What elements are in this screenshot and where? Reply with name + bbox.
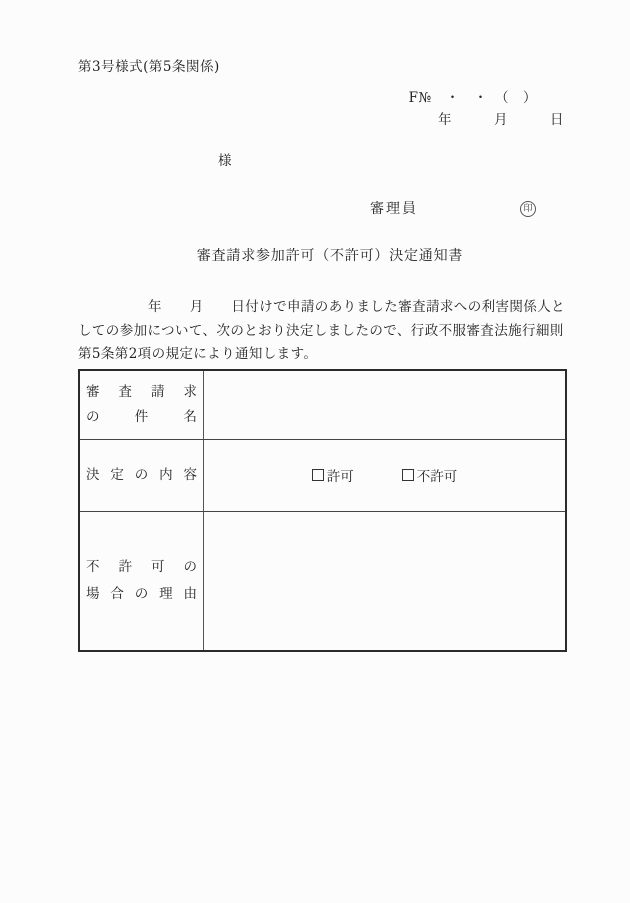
case-name-label-line-1: 審 査 請 求 — [86, 383, 197, 400]
document-title: 審査請求参加許可（不許可）決定通知書 — [196, 248, 464, 264]
deny-checkbox[interactable] — [402, 469, 414, 481]
case-name-label-cell — [80, 371, 204, 439]
issuer-line — [78, 200, 567, 218]
denial-reason-value-cell — [204, 512, 565, 650]
file-number-line: F№ ・ ・ （ ） — [408, 90, 537, 106]
denial-reason-label-cell — [80, 512, 204, 650]
issuer-title: 審理員 — [370, 201, 418, 217]
addressee-line: 様 — [218, 153, 232, 169]
decision-label-cell — [80, 440, 204, 511]
case-name-label-line-2: の 件 名 — [86, 408, 197, 425]
permit-checkbox[interactable] — [312, 469, 324, 481]
case-name-value-cell — [204, 371, 565, 439]
form-number: 第3号様式(第5条関係) — [78, 59, 220, 75]
reference-block — [78, 87, 567, 131]
body-line-2: しての参加について、次のとおり決定しましたので、行政不服審査法施行細則 — [78, 322, 564, 339]
option-permit — [312, 465, 354, 485]
body-line-1: 年 月 日付けで申請のありました審査請求への利害関係人と — [148, 299, 565, 315]
table-row-decision — [80, 440, 565, 512]
option-deny — [402, 465, 458, 485]
table-row-denial-reason — [80, 512, 565, 650]
deny-label: 不許可 — [416, 469, 458, 485]
decision-table — [78, 369, 567, 652]
decision-value-cell — [204, 440, 565, 511]
body-line-3: 第5条第2項の規定により通知します。 — [78, 346, 318, 362]
denial-reason-label-line-2: 場 合 の 理 由 — [86, 585, 197, 602]
decision-options — [312, 465, 458, 485]
date-line: 年 月 日 — [438, 112, 564, 128]
table-row-case-name — [80, 371, 565, 440]
seal-mark-icon: 印 — [520, 201, 536, 217]
permit-label: 許可 — [326, 469, 354, 485]
denial-reason-label-line-1: 不 許 可 の — [86, 558, 197, 575]
decision-label-line-1: 決 定 の 内 容 — [86, 466, 197, 483]
body-paragraph — [78, 296, 567, 367]
